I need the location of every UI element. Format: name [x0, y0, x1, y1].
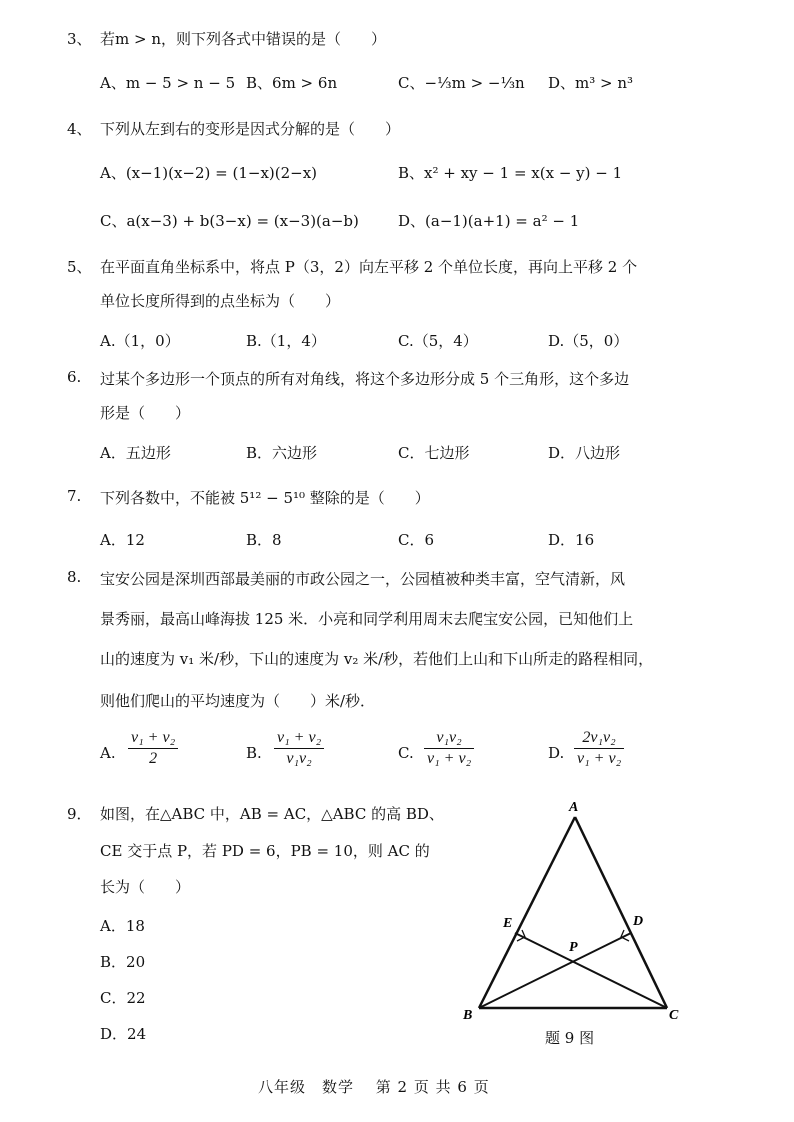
q8-option-d-label: D. — [548, 744, 565, 762]
q4-stem: 下列从左到右的变形是因式分解的是（ ） — [100, 120, 401, 138]
q4-option-d: D、(a−1)(a+1) = a² − 1 — [398, 212, 580, 230]
q6-option-a: A．五边形 — [100, 444, 171, 462]
q7-option-a: A．12 — [100, 531, 145, 549]
q8-option-b-label: B. — [246, 744, 262, 762]
triangle-figure — [455, 795, 695, 1050]
q8-stem-line3: 山的速度为 v₁ 米/秒，下山的速度为 v₂ 米/秒，若他们上山和下山所走的路程相同， — [100, 650, 654, 668]
label-p: P — [569, 940, 578, 955]
q6-number: 6. — [67, 368, 82, 386]
side-ab — [479, 817, 575, 1008]
q8-option-a-label: A. — [100, 744, 116, 762]
q9-stem-line3: 长为（ ） — [100, 878, 191, 896]
fraction-denominator: v₁v₂ — [286, 750, 312, 767]
page-footer: 八年级 数学 第 2 页 共 6 页 — [258, 1078, 490, 1096]
q7-option-d: D．16 — [548, 531, 595, 549]
q9-stem-line2: CE 交于点 P，若 PD = 6，PB = 10，则 AC 的 — [100, 842, 430, 860]
q5-option-a: A.（1，0） — [100, 332, 180, 350]
q6-stem-line1: 过某个多边形一个顶点的所有对角线，将这个多边形分成 5 个三角形，这个多边 — [100, 370, 630, 388]
label-a: A — [569, 800, 579, 815]
side-ac — [575, 817, 667, 1008]
altitude-ce — [515, 933, 667, 1008]
q6-option-c: C．七边形 — [398, 444, 470, 462]
q3-number: 3、 — [67, 30, 92, 48]
q4-option-a: A、(x−1)(x−2) = (1−x)(2−x) — [100, 164, 318, 182]
fraction-denominator: v₁ + v₂ — [577, 750, 622, 767]
label-c: C — [669, 1008, 679, 1023]
q8-option-d-fraction — [574, 728, 624, 769]
q6-stem-line2: 形是（ ） — [100, 404, 191, 422]
q8-stem-line2: 景秀丽，最高山峰海拔 125 米．小亮和同学利用周末去爬宝安公园，已知他们上 — [100, 610, 634, 628]
q9-number: 9． — [67, 805, 92, 823]
figure-caption: 题 9 图 — [545, 1029, 595, 1047]
q6-option-d: D．八边形 — [548, 444, 621, 462]
fraction-numerator: 2v₁v₂ — [574, 728, 624, 749]
q5-option-c: C.（5，4） — [398, 332, 478, 350]
q3-stem: 若m > n，则下列各式中错误的是（ ） — [100, 30, 386, 48]
q7-number: 7. — [67, 487, 82, 505]
q8-option-a-fraction — [128, 728, 178, 769]
q8-option-c-label: C. — [398, 744, 414, 762]
q8-stem-line1: 宝安公园是深圳西部最美丽的市政公园之一，公园植被种类丰富，空气清新，风 — [100, 570, 626, 588]
q5-stem-line1: 在平面直角坐标系中，将点 P（3，2）向左平移 2 个单位长度，再向上平移 2 个 — [100, 258, 638, 276]
q6-option-b: B．六边形 — [246, 444, 318, 462]
q4-option-c: C、a(x−3) + b(3−x) = (x−3)(a−b) — [100, 212, 359, 230]
q9-option-b: B．20 — [100, 953, 146, 971]
q9-option-a: A．18 — [100, 917, 145, 935]
fraction-denominator: v₁ + v₂ — [427, 750, 472, 767]
q9-option-d: D．24 — [100, 1025, 147, 1043]
q7-option-b: B．8 — [246, 531, 282, 549]
fraction-numerator: v₁ + v₂ — [128, 728, 178, 749]
q9-option-c: C．22 — [100, 989, 146, 1007]
label-b: B — [463, 1008, 473, 1023]
q5-option-d: D.（5，0） — [548, 332, 629, 350]
q9-stem-line1: 如图，在△ABC 中，AB = AC，△ABC 的高 BD、 — [100, 805, 444, 823]
q8-option-c-fraction — [424, 728, 474, 769]
q8-stem-line4: 则他们爬山的平均速度为（ ）米/秒． — [100, 692, 376, 710]
q5-number: 5、 — [67, 258, 92, 276]
q5-stem-line2: 单位长度所得到的点坐标为（ ） — [100, 292, 341, 310]
q4-number: 4、 — [67, 120, 92, 138]
q3-option-d: D、m³ > n³ — [548, 74, 634, 92]
fraction-numerator: v₁ + v₂ — [274, 728, 324, 749]
q3-option-a: A、m − 5 > n − 5 — [100, 74, 236, 92]
q3-option-b: B、6m > 6n — [246, 74, 338, 92]
label-d: D — [633, 914, 644, 929]
q7-stem: 下列各数中，不能被 5¹² − 5¹⁰ 整除的是（ ） — [100, 489, 430, 507]
q8-number: 8. — [67, 568, 82, 586]
q8-option-b-fraction — [274, 728, 324, 769]
q4-option-b: B、x² + xy − 1 = x(x − y) − 1 — [398, 164, 623, 182]
q3-option-c: C、−⅓m > −⅓n — [398, 74, 525, 92]
altitude-bd — [479, 933, 631, 1008]
q7-option-c: C．6 — [398, 531, 435, 549]
label-e: E — [503, 916, 513, 931]
q5-option-b: B.（1，4） — [246, 332, 326, 350]
fraction-numerator: v₁v₂ — [424, 728, 474, 749]
fraction-denominator: 2 — [149, 750, 158, 767]
